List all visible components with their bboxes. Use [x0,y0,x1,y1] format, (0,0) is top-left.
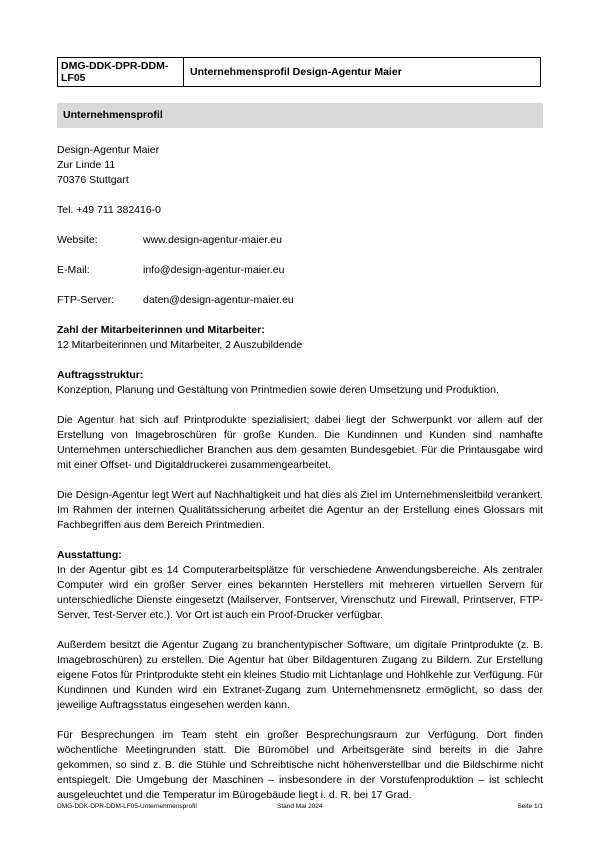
contact-value: www.design-agentur-maier.eu [143,234,282,246]
contact-label: Website: [57,234,98,246]
employees-text: 12 Mitarbeiterinnen und Mitarbeiter, 2 Auszubildende [57,339,303,351]
company-phone: Tel. +49 711 382416-0 [57,204,162,216]
page-footer [57,801,543,813]
structure-paragraph-2: Die Design-Agentur legt Wert auf Nachhaltigkeit und hat dies als Ziel im Unternehmensleitbild verankert. Im Rahmen der internen Qualitätssicherung arbeitet die Agentur an der Erstellung eines Glossars mit Fachbegriffen aus dem Bereich Printmedien. [57,489,543,531]
equipment-paragraph-2: Außerdem besitzt die Agentur Zugang zu branchentypischer Software, um digitale Printprodukte (z. B. Imagebroschüren) zu erstellen. Die Agentur hat über Bildagenturen Zugang zu Bildern. Zur Erstellung eigene Fotos für Printprodukte steht ein kleines Studio mit Lichtanlage und Hohlkehle zur Verfügung. Für Kundinnen und Kunden wird ein Extranet-Zugang zum Unternehmensnetz ermöglicht, so dass der jeweilige Auftragsstatus eingesehen werden kann. [57,639,543,711]
section-heading: Unternehmensprofil [57,103,543,128]
company-street: Zur Linde 11 [57,159,116,171]
contact-value: daten@design-agentur-maier.eu [143,294,294,306]
contact-label: E-Mail: [57,264,90,276]
contact-value: info@design-agentur-maier.eu [143,264,285,276]
footer-filename: DMG-DDK-DPR-DDM-LF05-Unternehmensprofil [57,803,197,810]
contact-email [57,263,543,278]
equipment-paragraph-1: In der Agentur gibt es 14 Computerarbeitsplätze für verschiedene Anwendungsbereiche. Als zentraler Computer wird ein großer Server eines bekannten Herstellers mit mehreren virtuellen Servern für unterschiedliche Dienste eingesetzt (Mailserver, Fontserver, Virenschutz und Firewall, Printserver, FTP-Server, Test-Server etc.). Vor Ort ist auch ein Proof-Drucker verfügbar. [57,564,543,621]
footer-page-number: Seite 1/1 [517,803,543,810]
company-name: Design-Agentur Maier [57,144,160,156]
equipment-paragraph-3: Für Besprechungen im Team steht ein großer Besprechungsraum zur Verfügung. Dort finden wöchentliche Meetingrunden statt. Die Büromöbel und Arbeitsgeräte sind bereits in die Jahre gekommen, so sind z. B. die Stühle und Schreibtische nicht höhenverstellbar und die Bildschirme nicht entspiegelt. Die Umgebung der Maschinen – insbesondere in der Vorstufenproduktion – ist schlecht ausgeleuchtet und die Temperatur im Bürogebäude liegt i. d. R. bei 17 Grad. [57,729,543,801]
structure-heading: Auftragsstruktur: [57,369,144,381]
company-city: 70376 Stuttgart [57,174,129,186]
header-table [57,57,541,87]
equipment-heading: Ausstattung: [57,549,122,561]
footer-date: Stand Mai 2024 [277,803,323,810]
document-title: Unternehmensprofil Design-Agentur Maier [190,66,402,78]
structure-paragraph-1: Die Agentur hat sich auf Printprodukte spezialisiert; dabei liegt der Schwerpunkt vor allem auf der Erstellung von Imagebroschüren für große Kunden. Die Kundinnen und Kunden sind namhafte Unternehmen unterschiedlicher Branchen aus dem gesamten Bundesgebiet. Für die Printausgabe wird mit einer Offset- und Digitaldruckerei zusammengearbeitet. [57,414,543,471]
contact-ftp [57,293,543,308]
structure-text: Konzeption, Planung und Gestaltung von Printmedien sowie deren Umsetzung und Produktion. [57,384,499,396]
document-code: DMG-DDK-DPR-DDM-LF05 [58,58,184,86]
employees-heading: Zahl der Mitarbeiterinnen und Mitarbeiter: [57,324,265,336]
contact-label: FTP-Server: [57,294,115,306]
contact-website [57,233,543,248]
profile-content [57,143,543,803]
